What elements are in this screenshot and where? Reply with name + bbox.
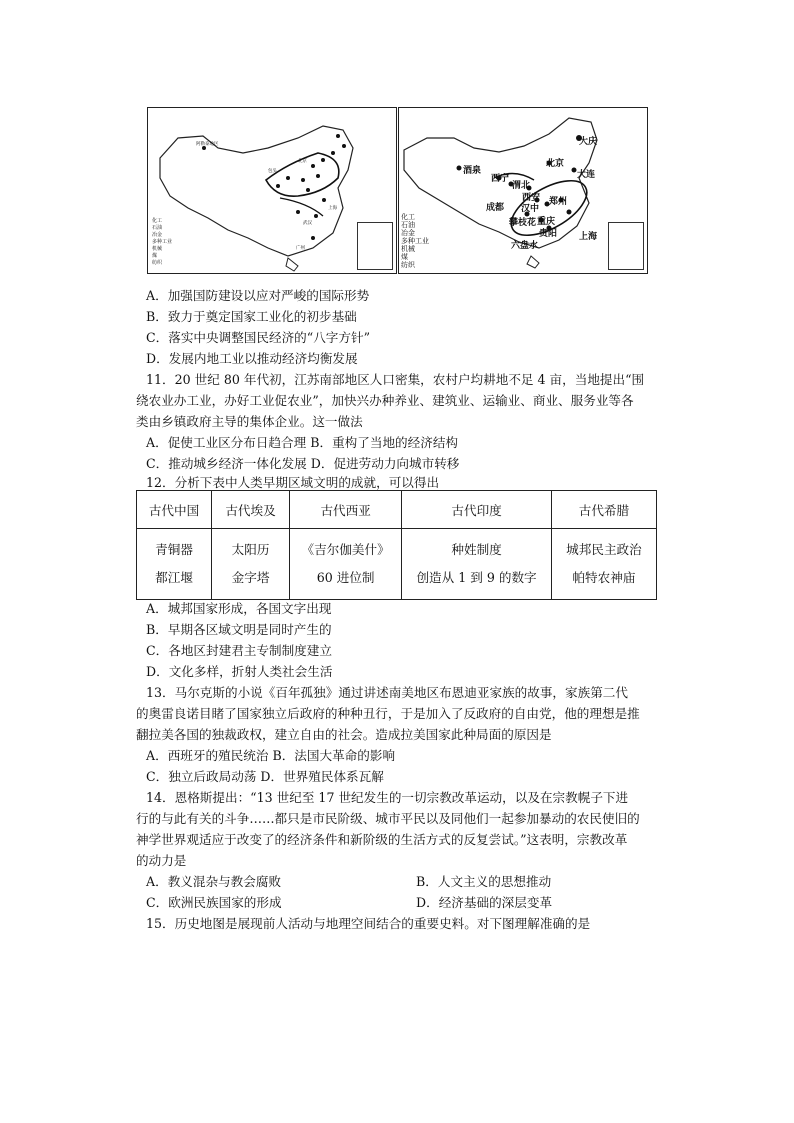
cell-line: 创造从 1 到 9 的数字 — [416, 570, 537, 585]
q12-header-india: 古代印度 — [402, 491, 552, 529]
legend-item: 化工 — [401, 213, 415, 221]
q13-options-cd: C．独立后政局动荡 D．世界殖民体系瓦解 — [146, 769, 384, 784]
map-right-city-guiyang: 贵阳 — [539, 229, 558, 239]
q12-option-c: C．各地区封建君主专制制度建立 — [146, 643, 332, 658]
legend-item: 纺织 — [401, 261, 415, 269]
q13-stem-line-2: 的奥雷良诺目睹了国家独立后政府的种种丑行，于是加入了反政府的自由党，他的理想是推 — [136, 706, 640, 721]
q12-option-a: A．城邦国家形成，各国文字出现 — [146, 601, 332, 616]
map-right-city-daqing: 大庆 — [579, 137, 598, 147]
legend-item: 煤 — [401, 253, 408, 261]
cell-line: 种姓制度 — [451, 542, 502, 557]
map-right-city-chongqing: 重庆 — [537, 217, 556, 227]
map-left-label-beijing: 北京 — [298, 159, 307, 164]
map-left-label-baotou: 包头 — [268, 169, 277, 174]
q12-cell-west-asia — [290, 529, 402, 600]
q14-option-a: A．教义混杂与教会腐败 — [146, 874, 282, 889]
map-right-city-xian: 西安 — [522, 193, 541, 203]
cell-line: 都江堰 — [155, 570, 193, 585]
legend-item: 机械 — [401, 245, 415, 253]
cell-line: 《吉尔伽美什》 — [301, 542, 390, 557]
map-left-label-wuhan: 武汉 — [303, 221, 312, 226]
q14-stem-line-4: 的动力是 — [136, 853, 187, 868]
q12-options — [146, 598, 666, 682]
map-right-city-liupanshui: 六盘水 — [511, 241, 539, 251]
q15-stem-line: 15．历史地图是展现前人活动与地理空间结合的重要史料。对下图理解准确的是 — [146, 916, 591, 931]
map-right-legend — [401, 213, 429, 269]
q14-stem-line-3: 神学世界观适应于改变了的经济条件和新阶级的生活方式的反复尝试。”这表明，宗教改革 — [136, 832, 628, 847]
legend-item: 纺织 — [152, 260, 163, 266]
q10-option-b: B．致力于奠定国家工业化的初步基础 — [146, 309, 357, 324]
legend-item: 石油 — [401, 221, 415, 229]
map-right-city-beijing: 北京 — [546, 159, 565, 169]
q12-table — [136, 490, 657, 600]
q14-options-ab — [146, 871, 686, 892]
map-left-legend — [152, 218, 172, 267]
map-right-city-zhengzhou: 郑州 — [549, 197, 568, 207]
map-left-label-guangzhou: 广州 — [296, 246, 305, 251]
q14-option-b: B．人文主义的思想推动 — [416, 874, 552, 889]
cell-line: 金字塔 — [231, 570, 270, 585]
q12-cell-china — [137, 529, 212, 600]
q14 — [136, 787, 686, 913]
q11-stem-line-3: 类由乡镇政府主导的集体企业。这一做法 — [136, 414, 363, 429]
q14-option-c: C．欧洲民族国家的形成 — [146, 895, 282, 910]
q11-options-cd: C．推动城乡经济一体化发展 D．促进劳动力向城市转移 — [146, 456, 460, 471]
map-right-city-hanzhong: 汉中 — [521, 204, 540, 214]
q13-stem-line-3: 翻拉美各国的独裁政权，建立自由的社会。造成拉美国家此种局面的原因是 — [136, 727, 552, 742]
q12-cell-india — [402, 529, 552, 600]
q12-header-greece: 古代希腊 — [551, 491, 656, 529]
cell-line: 60 进位制 — [316, 570, 375, 585]
legend-item: 化工 — [152, 218, 163, 224]
q14-options-cd — [146, 892, 686, 913]
legend-item: 冶金 — [152, 232, 163, 238]
q10-options — [146, 285, 666, 369]
cell-line: 青铜器 — [155, 542, 193, 557]
q12-option-d: D．文化多样，折射人类社会生活 — [146, 664, 333, 679]
map-right-south-sea-inset — [608, 222, 644, 270]
legend-item: 煤 — [152, 253, 158, 259]
q13 — [136, 682, 686, 787]
q12-header-china: 古代中国 — [137, 491, 212, 529]
q12-table-header-row — [137, 491, 657, 529]
q14-stem-line-1: 14．恩格斯提出：“13 世纪至 17 世纪发生的一切宗教改革运动，以及在宗教幌子下进 — [146, 790, 629, 805]
q10-option-c: C．落实中央调整国民经济的“八字方针” — [146, 330, 371, 345]
map-right-city-chengdu: 成都 — [486, 203, 505, 213]
q12-cell-egypt — [212, 529, 290, 600]
map-right-city-panzhihua: 攀枝花 — [509, 218, 537, 228]
legend-item: 多种工业 — [152, 239, 173, 245]
map-left — [147, 107, 397, 274]
map-right-city-xining: 西宁 — [491, 174, 510, 184]
q14-stem-line-2: 行的与此有关的斗争……都只是市民阶级、城市平民以及同他们一起参加暴动的农民使旧的 — [136, 811, 640, 826]
figure-maps — [147, 107, 647, 273]
map-right-city-weibei: 渭北 — [512, 181, 531, 191]
legend-item: 冶金 — [401, 229, 415, 237]
map-right-city-dalian: 大连 — [577, 170, 596, 180]
q11 — [136, 369, 686, 474]
q10-option-d: D．发展内地工业以推动经济均衡发展 — [146, 351, 358, 366]
legend-item: 石油 — [152, 225, 163, 231]
q12-header-west-asia: 古代西亚 — [290, 491, 402, 529]
q11-options-ab: A．促使工业区分布日趋合理 B．重构了当地的经济结构 — [146, 435, 459, 450]
q15 — [146, 913, 666, 934]
map-right — [398, 107, 648, 274]
legend-item: 机械 — [152, 246, 163, 252]
q11-stem-line-2: 绕农业办工业，办好工业促农业”，加快兴办种养业、建筑业、运输业、商业、服务业等各 — [136, 393, 634, 408]
cell-line: 太阳历 — [231, 542, 270, 557]
map-right-city-shanghai: 上海 — [579, 232, 598, 242]
q10-option-a: A．加强国防建设以应对严峻的国际形势 — [146, 288, 370, 303]
legend-item: 多种工业 — [401, 237, 429, 245]
q12-table-body-row — [137, 529, 657, 600]
q11-stem-line-1: 11．20 世纪 80 年代初，江苏南部地区人口密集，农村户均耕地不足 4 亩，当地提出“围 — [146, 372, 645, 387]
q12-option-b: B．早期各区域文明是同时产生的 — [146, 622, 332, 637]
q13-options-ab: A．西班牙的殖民统治 B．法国大革命的影响 — [146, 748, 396, 763]
map-right-city-jiuquan: 酒泉 — [463, 166, 482, 176]
cell-line: 城邦民主政治 — [566, 542, 642, 557]
map-left-label-shanghai: 上海 — [328, 206, 337, 211]
q12-stem-line: 12．分析下表中人类早期区域文明的成就，可以得出 — [146, 475, 440, 490]
q13-stem-line-1: 13．马尔克斯的小说《百年孤独》通过讲述南美地区布恩迪亚家族的故事，家族第二代 — [146, 685, 628, 700]
cell-line: 帕特农神庙 — [572, 570, 636, 585]
map-left-label-altay: 阿勒泰地区 — [196, 142, 219, 147]
map-left-south-sea-inset — [357, 222, 393, 270]
q14-option-d: D．经济基础的深层变革 — [416, 895, 553, 910]
q12-cell-greece — [551, 529, 656, 600]
q12-header-egypt: 古代埃及 — [212, 491, 290, 529]
